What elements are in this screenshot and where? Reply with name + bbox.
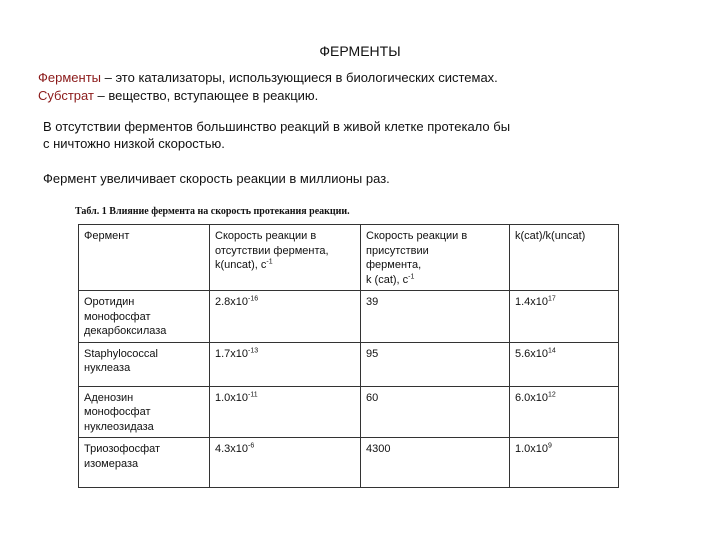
- table-row: [79, 386, 619, 438]
- value-exponent: -6: [248, 442, 255, 450]
- value-exponent: 12: [548, 390, 556, 398]
- cell-uncat-rate: [210, 438, 361, 488]
- name-line: нуклеаза: [84, 362, 131, 374]
- value-base: 1.4x10: [515, 296, 549, 308]
- value: 60: [366, 391, 379, 404]
- header-line: отсутствии фермента,: [215, 244, 329, 257]
- table-header-row: [79, 225, 619, 291]
- value-exponent: 17: [548, 295, 556, 303]
- table-row: [79, 291, 619, 343]
- header-line: Скорость реакции в: [215, 230, 317, 242]
- name-line: монофосфат: [84, 406, 151, 418]
- table-row: [79, 342, 619, 386]
- name-line: нуклеозидаза: [84, 420, 154, 433]
- header-text: Фермент: [84, 230, 130, 242]
- paragraph-line: с ничтожно низкой скоростью.: [43, 136, 225, 151]
- cell-ratio: [510, 291, 619, 343]
- cell-enzyme-name: [79, 386, 210, 438]
- paragraph-no-enzyme: [43, 118, 683, 152]
- definition-term: Субстрат: [38, 88, 94, 103]
- header-line: [215, 258, 355, 273]
- name-line: Триозофосфат: [84, 443, 161, 455]
- value-base: 5.6x10: [515, 347, 549, 360]
- definition-term: Ферменты: [38, 70, 101, 85]
- value-base: 1.7x10: [215, 347, 249, 360]
- definition-text: – это катализаторы, использующиеся в биологических системах.: [101, 70, 498, 85]
- definition-substrate: [38, 88, 318, 103]
- header-line: фермента,: [366, 259, 422, 271]
- header-line: Скорость реакции в: [366, 230, 468, 242]
- name-line: Оротидин: [84, 296, 135, 308]
- value-base: 1.0x10: [515, 443, 549, 455]
- value-base: 2.8x10: [215, 296, 249, 308]
- value-exponent: -11: [248, 390, 258, 398]
- cell-ratio: [510, 438, 619, 488]
- header-line: [366, 273, 504, 288]
- cell-uncat-rate: [210, 342, 361, 386]
- header-unit: k(uncat), c: [215, 259, 267, 271]
- header-unit-exponent: -1: [266, 258, 273, 266]
- value-exponent: -13: [248, 346, 259, 354]
- paragraph-line: В отсутствии ферментов большинство реакций в живой клетке протекало бы: [43, 119, 511, 134]
- value: 4300: [366, 443, 391, 455]
- table-row: [79, 438, 619, 488]
- table-caption: Табл. 1 Влияние фермента на скорость протекания реакции.: [75, 206, 350, 217]
- header-uncat-rate: [210, 225, 361, 291]
- header-enzyme: [79, 225, 210, 291]
- cell-cat-rate: [361, 291, 510, 343]
- header-cat-rate: [361, 225, 510, 291]
- value: 39: [366, 296, 379, 308]
- header-unit-exponent: -1: [408, 272, 415, 280]
- header-ratio: [510, 225, 619, 291]
- definition-text: – вещество, вступающее в реакцию.: [93, 88, 319, 103]
- name-line: Аденозин: [84, 391, 134, 404]
- header-line: присутствии: [366, 244, 429, 257]
- cell-cat-rate: [361, 438, 510, 488]
- name-line: изомераза: [84, 457, 139, 470]
- value: 95: [366, 347, 379, 360]
- name-line: Staphylococcal: [84, 347, 158, 360]
- cell-enzyme-name: [79, 342, 210, 386]
- enzyme-rate-table: [78, 224, 619, 488]
- header-text: k(cat)/k(uncat): [515, 230, 586, 242]
- cell-ratio: [510, 386, 619, 438]
- value-exponent: 9: [548, 442, 552, 450]
- paragraph-enzyme-speedup: Фермент увеличивает скорость реакции в миллионы раз.: [43, 171, 390, 186]
- name-line: монофосфат: [84, 310, 151, 323]
- name-line: декарбоксилаза: [84, 325, 167, 337]
- cell-enzyme-name: [79, 291, 210, 343]
- cell-uncat-rate: [210, 291, 361, 343]
- value-base: 6.0x10: [515, 391, 549, 404]
- cell-cat-rate: [361, 342, 510, 386]
- cell-cat-rate: [361, 386, 510, 438]
- value-exponent: 14: [548, 346, 556, 354]
- cell-ratio: [510, 342, 619, 386]
- cell-enzyme-name: [79, 438, 210, 488]
- value-base: 1.0x10: [215, 391, 249, 404]
- page-title: ФЕРМЕНТЫ: [319, 43, 401, 59]
- definition-enzymes: [38, 70, 498, 85]
- header-unit: k (cat), c: [366, 273, 409, 286]
- value-exponent: -16: [248, 295, 259, 303]
- cell-uncat-rate: [210, 386, 361, 438]
- value-base: 4.3x10: [215, 443, 249, 455]
